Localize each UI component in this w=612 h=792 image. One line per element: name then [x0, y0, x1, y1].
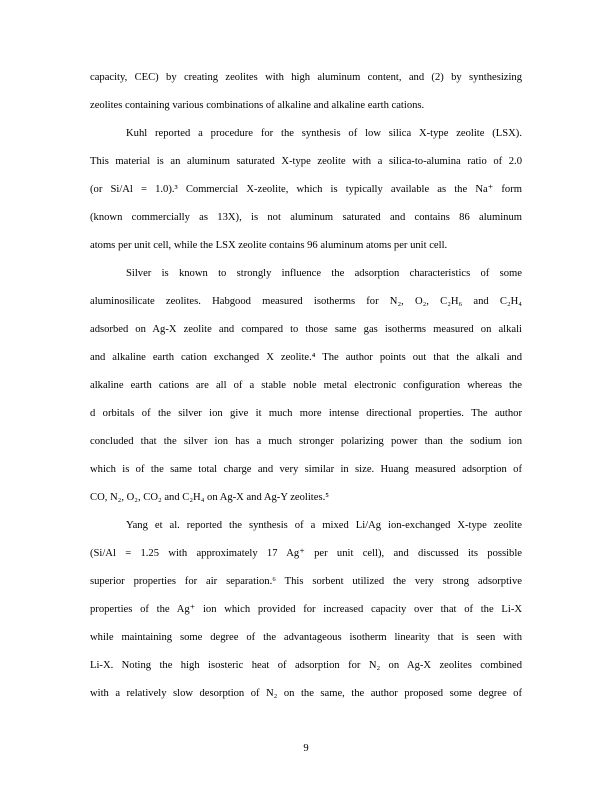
text-line: zeolites containing various combinations of alkaline and alkaline earth cations. [90, 100, 425, 111]
text-line: CO, N₂, O₂, CO₂ and C₂H₄ on Ag-X and Ag-Y zeolites.⁵ [90, 492, 329, 503]
text-line: adsorbed on Ag-X zeolite and compared to those same gas isotherms measured on alkali [90, 324, 522, 335]
page-number: 9 [303, 743, 309, 754]
text-line: Yang et al. reported the synthesis of a mixed Li/Ag ion-exchanged X-type zeolite [126, 520, 522, 531]
text-line: atoms per unit cell, while the LSX zeolite contains 96 aluminum atoms per unit cell. [90, 240, 448, 251]
text-line: with a relatively slow desorption of N₂ on the same, the author proposed some degree of [90, 688, 522, 699]
text-line: properties of the Ag⁺ ion which provided for increased capacity over that of the Li-X [90, 604, 522, 615]
text-line: capacity, CEC) by creating zeolites with high aluminum content, and (2) by synthesizing [90, 72, 522, 83]
text-line: and alkaline earth cation exchanged X zeolite.⁴ The author points out that the alkali and [90, 352, 522, 363]
text-line: alkaline earth cations are all of a stable noble metal electronic configuration whereas the [90, 380, 522, 391]
text-line: Silver is known to strongly influence the adsorption characteristics of some [126, 268, 522, 279]
text-line: concluded that the silver ion has a much stronger polarizing power than the sodium ion [90, 436, 522, 447]
text-line: d orbitals of the silver ion give it much more intense directional properties. The author [90, 408, 522, 419]
text-line: Li-X. Noting the high isosteric heat of adsorption for N₂ on Ag-X zeolites combined [90, 660, 522, 671]
text-line: Kuhl reported a procedure for the synthesis of low silica X-type zeolite (LSX). [126, 128, 522, 139]
text-line: (or Si/Al = 1.0).³ Commercial X-zeolite, which is typically available as the Na⁺ form [90, 184, 522, 195]
text-line: which is of the same total charge and very similar in size. Huang measured adsorption of [90, 464, 522, 475]
text-line: This material is an aluminum saturated X-type zeolite with a silica-to-alumina ratio of 2.0 [90, 156, 522, 167]
text-line: (Si/Al = 1.25 with approximately 17 Ag⁺ per unit cell), and discussed its possible [90, 548, 522, 559]
text-line: (known commercially as 13X), is not aluminum saturated and contains 86 aluminum [90, 212, 522, 223]
text-line: aluminosilicate zeolites. Habgood measured isotherms for N₂, O₂, C₂H₆ and C₂H₄ [90, 296, 522, 307]
text-line: superior properties for air separation.⁶ This sorbent utilized the very strong adsorptive [90, 576, 522, 587]
text-line: while maintaining some degree of the advantageous isotherm linearity that is seen with [90, 632, 522, 643]
